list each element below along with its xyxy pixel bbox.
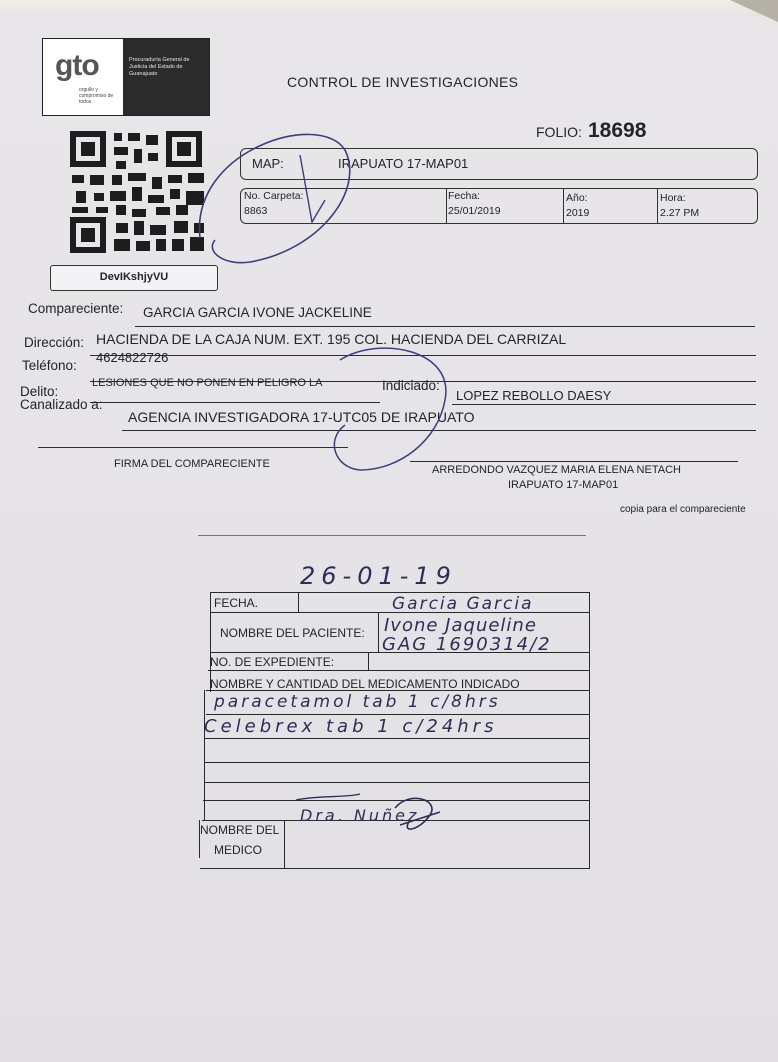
fecha-label: Fecha: <box>448 190 481 202</box>
compareciente-label: Compareciente: <box>28 301 124 316</box>
rx-medicamento-label: NOMBRE Y CANTIDAD DEL MEDICAMENTO INDICADO <box>210 677 520 691</box>
rx-paciente-label: NOMBRE DEL PACIENTE: <box>220 626 365 640</box>
official-name: ARREDONDO VAZQUEZ MARIA ELENA NETACH <box>432 464 681 476</box>
logo-institution: Procuraduría General de Justicia del Estado de Guanajuato <box>129 57 190 77</box>
direccion-label: Dirección: <box>24 335 85 350</box>
copy-note: copia para el compareciente <box>620 504 746 515</box>
telefono-value: 4624822726 <box>96 350 169 365</box>
carpeta-value: 8863 <box>244 205 268 217</box>
compareciente-value: GARCIA GARCIA IVONE JACKELINE <box>143 305 372 320</box>
rx-medico-label: NOMBRE DEL <box>200 823 280 837</box>
rx-fecha-handwritten: 26-01-19 <box>300 562 457 590</box>
canalizado-value: AGENCIA INVESTIGADORA 17-UTC05 DE IRAPUATO <box>128 409 475 425</box>
delito-label: Delito: <box>20 384 59 399</box>
rx-medico-label-2: MEDICO <box>214 843 262 857</box>
page-title: CONTROL DE INVESTIGACIONES <box>287 74 519 90</box>
hora-label: Hora: <box>660 192 686 204</box>
anio-label: Año: <box>566 192 588 204</box>
hora-value: 2.27 PM <box>660 207 700 219</box>
rx-medicamento-1: paracetamol tab 1 c/8hrs <box>214 692 501 712</box>
canalizado-label: Canalizado a: <box>20 397 103 412</box>
telefono-label: Teléfono: <box>22 358 77 373</box>
fecha-value: 25/01/2019 <box>448 205 501 217</box>
folio-number: 18698 <box>588 119 647 142</box>
rx-fecha-label: FECHA. <box>214 596 259 610</box>
rx-expediente-label: NO. DE EXPEDIENTE: <box>210 655 335 669</box>
indiciado-value: LOPEZ REBOLLO DAESY <box>456 388 612 403</box>
rx-medico-handwritten: Dra. Nuñez <box>300 806 420 825</box>
signature-label-compareciente: FIRMA DEL COMPARECIENTE <box>114 458 270 470</box>
verification-code: DevIKshjyVU <box>99 271 169 283</box>
delito-value: LESIONES QUE NO PONEN EN PELIGRO LA <box>92 377 323 389</box>
logo-tagline: orgullo y compromiso de todos <box>79 87 114 105</box>
rx-medicamento-2: Celebrex tab 1 c/24hrs <box>204 716 498 737</box>
official-office: IRAPUATO 17-MAP01 <box>508 479 619 491</box>
indiciado-label: Indiciado: <box>382 378 440 393</box>
direccion-value: HACIENDA DE LA CAJA NUM. EXT. 195 COL. HACIENDA DEL CARRIZAL <box>96 331 567 347</box>
folio-label: FOLIO: <box>536 124 582 140</box>
anio-value: 2019 <box>566 207 590 219</box>
rx-paciente-handwritten-2: Ivone Jaqueline <box>384 615 537 636</box>
map-value: IRAPUATO 17-MAP01 <box>338 156 469 171</box>
rx-expediente-handwritten: GAG 1690314/2 <box>382 634 552 655</box>
map-label: MAP: <box>252 156 284 171</box>
logo-text: gto <box>55 49 99 82</box>
rx-paciente-handwritten-1: Garcia Garcia <box>392 594 534 614</box>
carpeta-label: No. Carpeta: <box>244 190 304 202</box>
